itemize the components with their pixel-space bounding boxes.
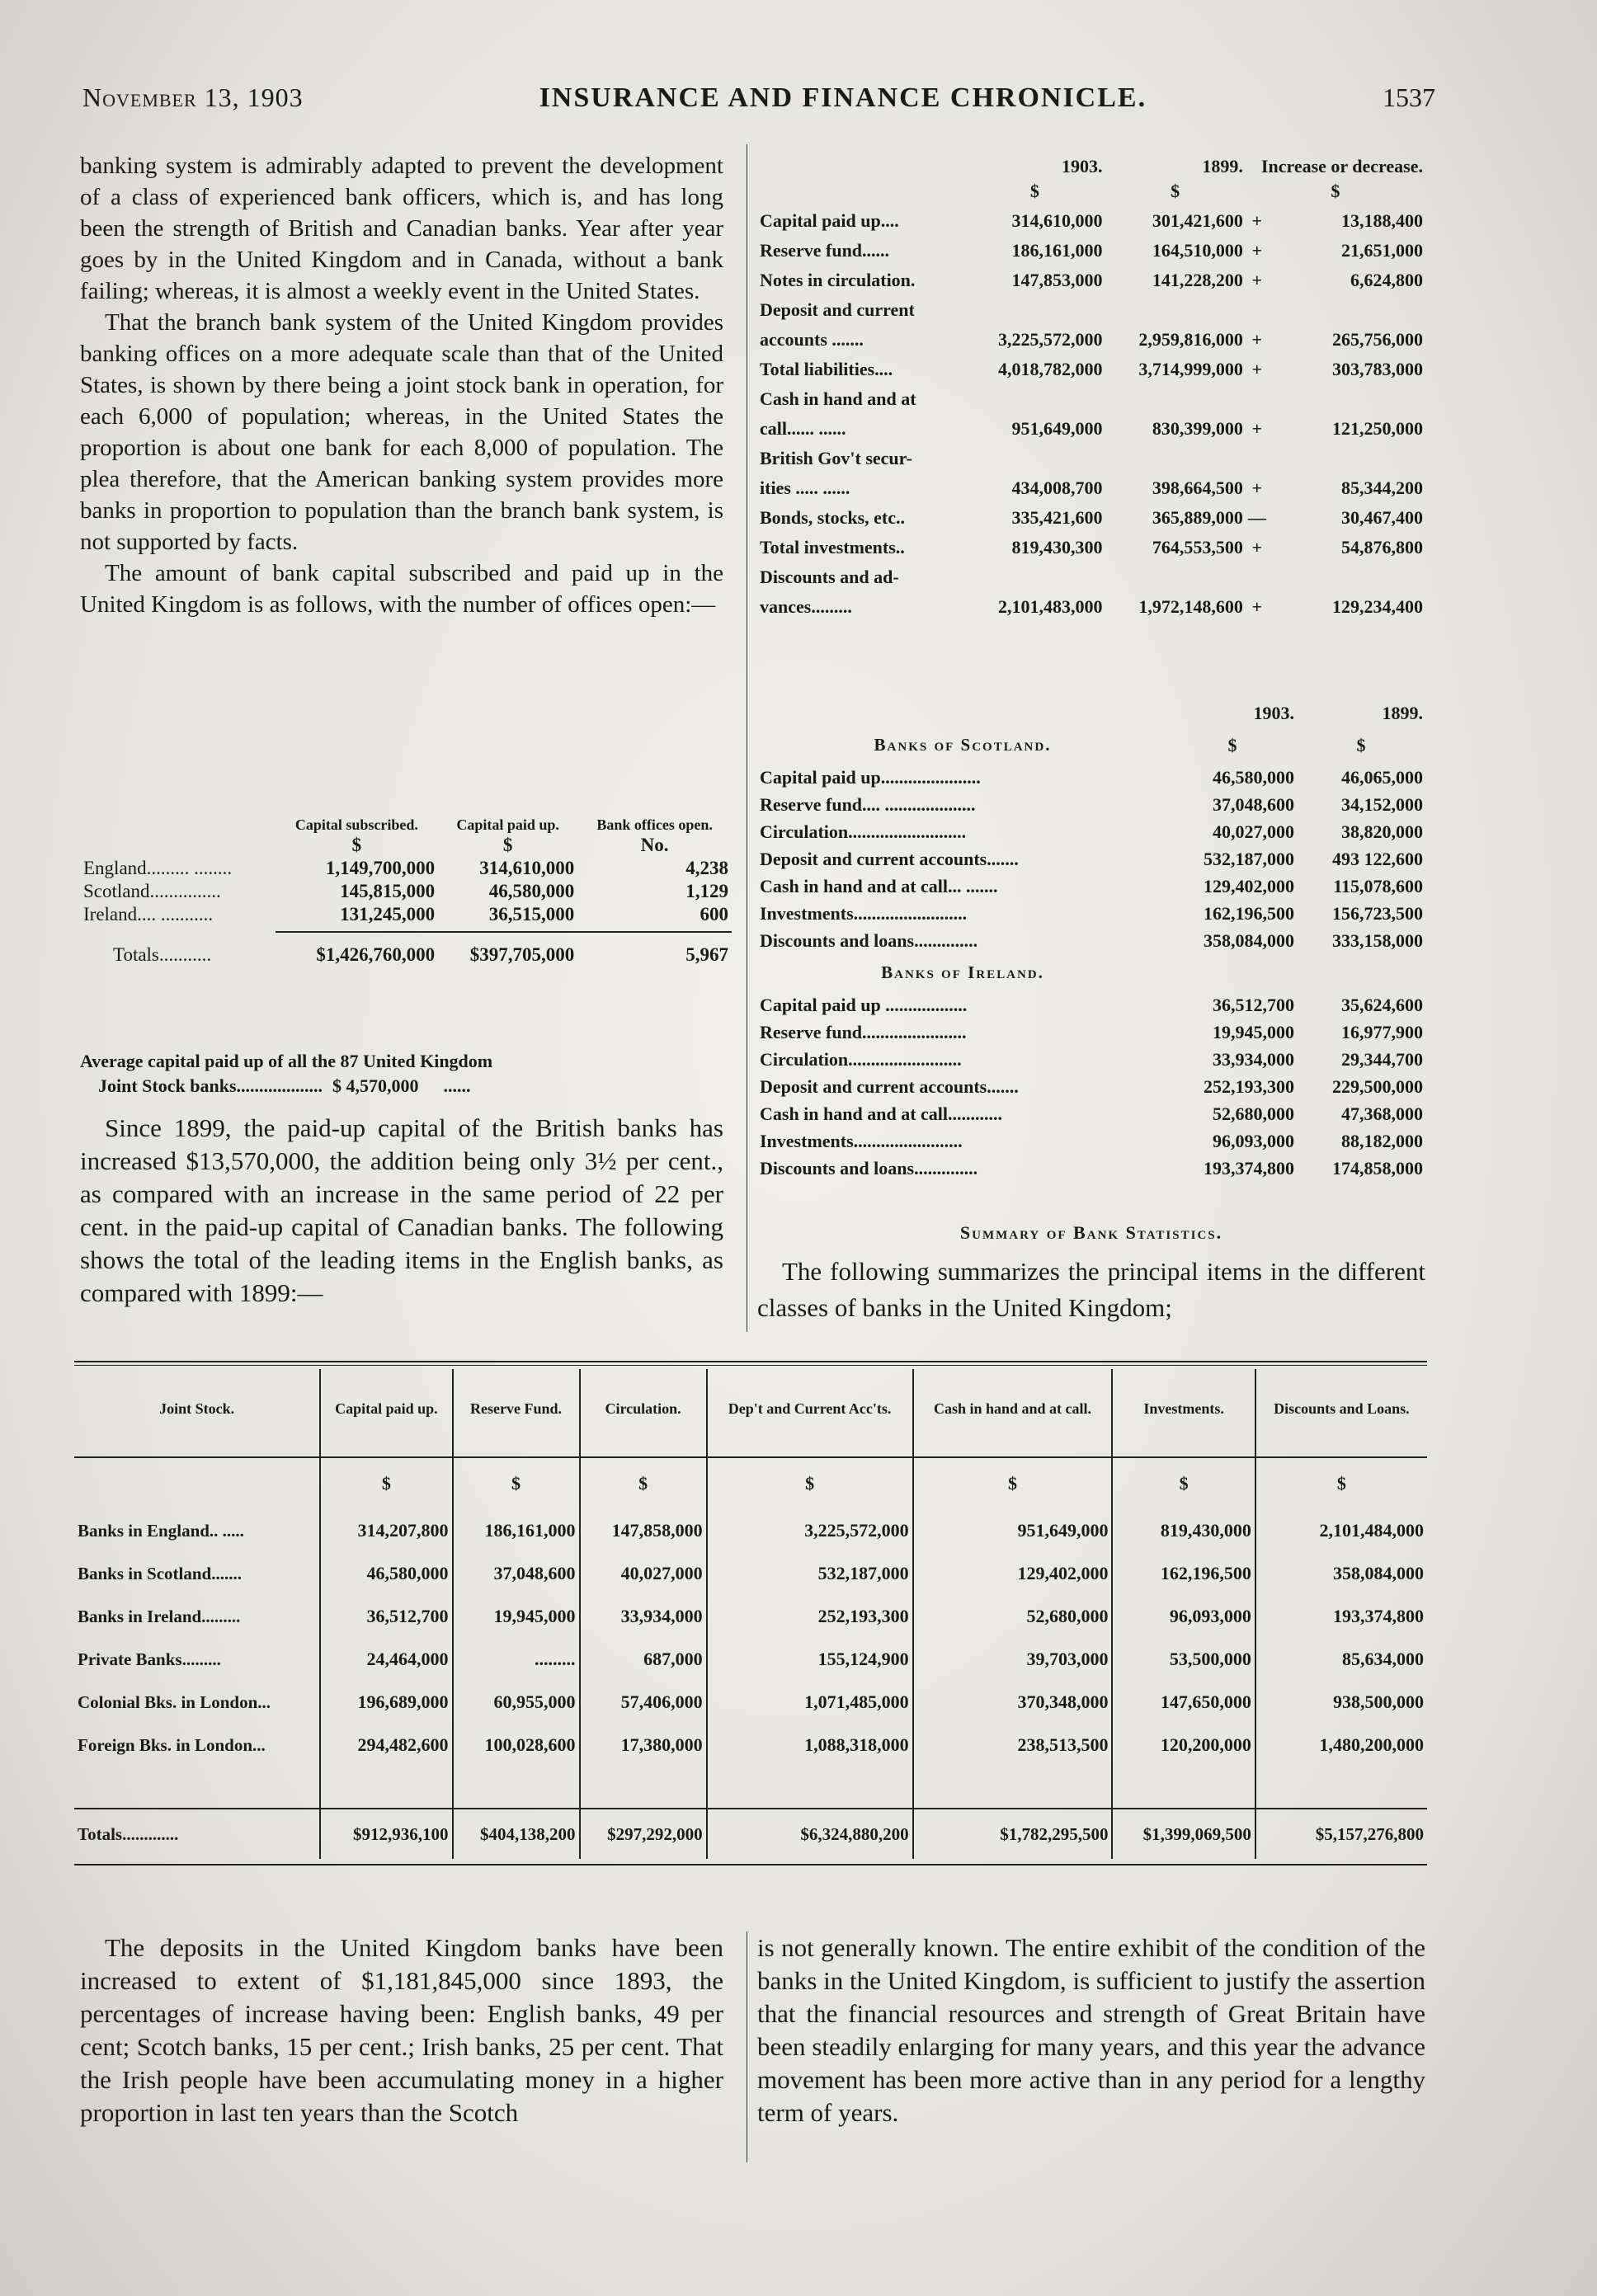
cell-1899: 164,510,000	[1152, 240, 1243, 261]
row-label: Deposit and current accounts.......	[760, 1076, 1019, 1097]
cell-change	[1269, 562, 1425, 592]
average-label: Joint Stock banks	[98, 1075, 237, 1096]
cell-1903	[964, 295, 1105, 325]
cell: 1,480,200,000	[1255, 1724, 1427, 1767]
cell-1899: 2,959,816,000	[1138, 329, 1243, 350]
change-sign: —	[1247, 507, 1266, 528]
row-label: British Gov't secur-	[760, 448, 912, 468]
unit-cell: $	[913, 1457, 1113, 1509]
table-header: Increase or decrease.	[1260, 156, 1423, 176]
table-row	[757, 1046, 1425, 1073]
cell: 5,967	[685, 944, 728, 965]
change-sign: +	[1251, 478, 1263, 498]
cell-1899: 830,399,000	[1152, 418, 1243, 439]
unit-cell: $	[1227, 735, 1237, 755]
cell-1899: 1,972,148,600	[1138, 596, 1243, 617]
cell-1903: 36,512,700	[1213, 995, 1294, 1015]
cell: 314,610,000	[479, 858, 575, 878]
cell: 46,580,000	[488, 881, 575, 901]
cell-1899: 398,664,500	[1152, 478, 1243, 498]
cell-change: 129,234,400	[1332, 596, 1423, 617]
unit-cell: $	[1171, 181, 1180, 201]
table-row	[757, 873, 1425, 900]
table-header: Dep't and Current Acc'ts.	[707, 1369, 913, 1448]
scotland-banks-section	[757, 699, 1425, 1182]
unit-cell: $	[453, 1457, 580, 1509]
cell: 53,500,000	[1112, 1638, 1255, 1681]
cell-change: 303,783,000	[1332, 359, 1423, 379]
section-heading: Banks of Ireland.	[881, 962, 1044, 982]
table-row	[757, 444, 1425, 473]
cell: 52,680,000	[913, 1595, 1113, 1638]
cell-change	[1269, 295, 1425, 325]
row-label: Deposit and current accounts.......	[760, 849, 1019, 869]
row-label: England......... ........	[83, 858, 233, 878]
row-label: Scotland...............	[83, 881, 221, 901]
paragraph: banking system is admirably adapted to prevent the development of a class of experienced bank officers, which is, and has long been the strength of British and Canadian banks. Year after year goes by in the United Kingdom and in Canada, without a bank failing; whereas, it is almost a weekly event in the United States.	[80, 153, 723, 304]
table-row	[757, 1127, 1425, 1155]
cell-1903: 46,580,000	[1213, 767, 1294, 788]
cell: 147,650,000	[1112, 1681, 1255, 1724]
row-label: Bonds, stocks, etc..	[760, 507, 906, 528]
average-value: $ 4,570,000	[332, 1075, 419, 1096]
row-label: Discounts and loans..............	[760, 1158, 978, 1179]
row-label: Foreign Bks. in London...	[78, 1734, 266, 1755]
cell-1903: 4,018,782,000	[998, 359, 1103, 379]
year-header: 1899.	[1382, 703, 1423, 723]
totals-row	[80, 932, 732, 967]
unit-cell: $	[707, 1457, 913, 1509]
cell: 145,815,000	[340, 881, 436, 901]
change-sign	[1246, 295, 1269, 325]
row-label: Cash in hand and at call............	[760, 1103, 1003, 1124]
cell: 1,129	[685, 881, 728, 901]
cell-1903: 434,008,700	[1011, 478, 1103, 498]
header-date: November 13, 1903	[82, 82, 304, 112]
unit-cell: $	[1029, 181, 1039, 201]
row-label: Reserve fund......	[760, 240, 890, 261]
cell-1899: 38,820,000	[1341, 821, 1423, 842]
cell: 294,482,600	[320, 1724, 452, 1767]
paragraph: is not generally known. The entire exhibit of the condition of the banks in the United Kingdom, is sufficient to justify the assertion that the financial resources and strength of Great Britain have been steadily enlarging for many years, and this year the advance movement has been more active than in any period for a lengthy term of years.	[757, 1933, 1425, 2127]
row-label: Notes in circulation.	[760, 270, 916, 290]
row-label: Total investments..	[760, 537, 905, 558]
cell: 85,634,000	[1255, 1638, 1427, 1681]
table-row	[757, 1073, 1425, 1100]
table-row	[757, 473, 1425, 503]
table-row	[74, 1552, 1427, 1595]
cell-1899: 301,421,600	[1152, 210, 1243, 231]
cell-1899	[1105, 295, 1246, 325]
row-label: Investments.........................	[760, 903, 968, 924]
table-row	[757, 592, 1425, 622]
row-label: Private Banks.........	[78, 1649, 221, 1669]
table-header: Capital paid up.	[320, 1369, 452, 1448]
change-sign: +	[1251, 418, 1263, 439]
cell: 370,348,000	[913, 1681, 1113, 1724]
year-header: 1903.	[1253, 703, 1294, 723]
cell: 36,515,000	[488, 904, 575, 925]
cell-1899: 229,500,000	[1332, 1076, 1423, 1097]
row-label: Total liabilities....	[760, 359, 893, 379]
row-label: Circulation.........................	[760, 1049, 962, 1070]
cell: 314,207,800	[320, 1509, 452, 1552]
row-label: Capital paid up......................	[760, 767, 981, 788]
cell-1903: 193,374,800	[1204, 1158, 1294, 1179]
cell: 358,084,000	[1255, 1552, 1427, 1595]
unit-cell	[74, 1457, 320, 1509]
cell-1903: 52,680,000	[1213, 1103, 1294, 1124]
table-row	[757, 384, 1425, 414]
paragraph: Since 1899, the paid-up capital of the British banks has increased $13,570,000, the addition being only 3½ per cent., as compared with an increase in the same period of 22 per cent. in the paid-up capital of Canadian banks. The following shows the total of the leading items in the English banks, as compared with 1899:—	[80, 1113, 723, 1307]
cell: 36,512,700	[320, 1595, 452, 1638]
cell: 96,093,000	[1112, 1595, 1255, 1638]
cell: 33,934,000	[580, 1595, 707, 1638]
cell: 3,225,572,000	[707, 1509, 913, 1552]
cell-1899: 34,152,000	[1341, 794, 1423, 815]
table-row	[74, 1509, 1427, 1552]
table-row	[80, 880, 732, 903]
cell-change: 85,344,200	[1341, 478, 1423, 498]
change-sign: +	[1251, 270, 1263, 290]
cell-change: 21,651,000	[1341, 240, 1423, 261]
cell: 19,945,000	[453, 1595, 580, 1638]
change-sign: +	[1251, 359, 1263, 379]
average-capital-note: Average capital paid up of all the 87 United Kingdom Joint Stock banks ................... $ 4,570,000 ......	[80, 1049, 732, 1099]
cell-change: 265,756,000	[1332, 329, 1423, 350]
cell: 938,500,000	[1255, 1681, 1427, 1724]
cell-1899	[1105, 444, 1246, 473]
cell-1903: 314,610,000	[1011, 210, 1103, 231]
cell: $397,705,000	[469, 944, 575, 965]
cell: 1,088,318,000	[707, 1724, 913, 1767]
table-header: Capital paid up.	[456, 816, 559, 833]
cell: $6,324,880,200	[707, 1809, 913, 1859]
summary-heading: Summary of Bank Statistics.	[959, 1222, 1223, 1243]
cell-1903: 3,225,572,000	[998, 329, 1103, 350]
table-row	[757, 900, 1425, 927]
row-label: ities ..... ......	[760, 478, 850, 498]
cell-1903: 532,187,000	[1204, 849, 1294, 869]
cell: 131,245,000	[340, 904, 436, 925]
cell-change	[1269, 384, 1425, 414]
table-row	[757, 206, 1425, 236]
unit-cell: $	[320, 1457, 452, 1509]
cell: 2,101,484,000	[1255, 1509, 1427, 1552]
cell: 129,402,000	[913, 1552, 1113, 1595]
cell: 100,028,600	[453, 1724, 580, 1767]
cell-1899	[1105, 384, 1246, 414]
cell-change	[1269, 444, 1425, 473]
cell: 4,238	[685, 858, 728, 878]
change-sign	[1246, 444, 1269, 473]
paragraph: The following summarizes the principal items in the different classes of banks in the United Kingdom;	[757, 1257, 1425, 1322]
cell-1903: 37,048,600	[1213, 794, 1294, 815]
totals-row	[74, 1809, 1427, 1859]
cell-change: 6,624,800	[1350, 270, 1423, 290]
unit-cell: $	[1356, 735, 1366, 755]
cell: 162,196,500	[1112, 1552, 1255, 1595]
table-row	[757, 845, 1425, 873]
spacer-row	[74, 1767, 1427, 1809]
row-label: Cash in hand and at call... .......	[760, 876, 998, 896]
row-label: Banks in Ireland.........	[78, 1606, 241, 1626]
cell: 57,406,000	[580, 1681, 707, 1724]
cell-1903: 162,196,500	[1204, 903, 1294, 924]
cell-1903: 19,945,000	[1213, 1022, 1294, 1042]
cell-1903: 335,421,600	[1011, 507, 1103, 528]
table-row	[757, 991, 1425, 1019]
cell: 1,071,485,000	[707, 1681, 913, 1724]
cell-1899: 29,344,700	[1341, 1049, 1423, 1070]
cell: 39,703,000	[913, 1638, 1113, 1681]
table-row	[757, 764, 1425, 791]
row-label: Cash in hand and at	[760, 388, 916, 409]
unit-cell: $	[351, 835, 362, 855]
cell: .........	[453, 1638, 580, 1681]
table-header: Cash in hand and at call.	[913, 1369, 1113, 1448]
table-row	[757, 355, 1425, 384]
header-title: INSURANCE AND FINANCE CHRONICLE.	[539, 82, 1147, 113]
cell: 186,161,000	[453, 1509, 580, 1552]
table-row	[757, 1100, 1425, 1127]
table-row	[74, 1638, 1427, 1681]
row-label: Capital paid up....	[760, 210, 899, 231]
cell-1899: 46,065,000	[1341, 767, 1423, 788]
unit-cell: $	[580, 1457, 707, 1509]
cell-1899: 365,889,000	[1152, 507, 1243, 528]
left-column-text	[80, 150, 723, 620]
row-label: Circulation..........................	[760, 821, 967, 842]
table-header: Circulation.	[580, 1369, 707, 1448]
cell: 193,374,800	[1255, 1595, 1427, 1638]
cell-1903: 2,101,483,000	[998, 596, 1103, 617]
paragraph: The deposits in the United Kingdom banks have been increased to extent of $1,181,845,000 since 1893, the percentages of increase having been: English banks, 49 per cent; Scotch banks, 15 per cent.; Irish banks, 25 per cent. That the Irish people have been accumulating money in a higher proportion in last ten years than the Scotch	[80, 1933, 723, 2127]
row-label: Reserve fund.......................	[760, 1022, 967, 1042]
table-row	[757, 1019, 1425, 1046]
row-label: Discounts and ad-	[760, 567, 899, 587]
row-label: Colonial Bks. in London...	[78, 1691, 271, 1712]
cell: $404,138,200	[453, 1809, 580, 1859]
cell-1903	[964, 562, 1105, 592]
row-label: Totals...........	[113, 943, 212, 965]
cell-change: 13,188,400	[1341, 210, 1423, 231]
change-sign: +	[1251, 596, 1263, 617]
unit-cell: $	[1331, 181, 1340, 201]
table-row	[74, 1595, 1427, 1638]
row-label: Investments........................	[760, 1131, 963, 1151]
cell: 600	[700, 904, 728, 925]
row-label: call...... ......	[760, 418, 846, 439]
page-number: 1537	[1383, 82, 1435, 112]
cell-1903: 819,430,300	[1011, 537, 1103, 558]
right-column-text-bottom	[757, 1931, 1425, 2129]
table-row	[757, 236, 1425, 266]
table-header: Reserve Fund.	[453, 1369, 580, 1448]
table-row	[757, 927, 1425, 954]
table-row	[757, 503, 1425, 533]
cell: 687,000	[580, 1638, 707, 1681]
cell: 238,513,500	[913, 1724, 1113, 1767]
cell: 951,649,000	[913, 1509, 1113, 1552]
table-header	[757, 157, 964, 176]
table-row	[757, 414, 1425, 444]
table-row	[757, 266, 1425, 295]
cell: 60,955,000	[453, 1681, 580, 1724]
cell-1899: 333,158,000	[1332, 930, 1423, 951]
cell-change: 54,876,800	[1341, 537, 1423, 558]
table-row	[757, 818, 1425, 845]
change-sign: +	[1251, 210, 1263, 231]
table-row	[757, 295, 1425, 325]
cell-change: 30,467,400	[1341, 507, 1423, 528]
cell: 1,149,700,000	[325, 858, 436, 878]
table-row	[74, 1724, 1427, 1767]
row-label: Totals.............	[74, 1809, 320, 1859]
cell-1899: 493 122,600	[1332, 849, 1423, 869]
cell-change: 121,250,000	[1332, 418, 1423, 439]
table-header: 1903.	[1062, 156, 1103, 176]
row-label: Banks in Scotland.......	[78, 1563, 242, 1583]
cell-1903: 186,161,000	[1011, 240, 1103, 261]
table-header: 1899.	[1202, 156, 1243, 176]
paragraph: The amount of bank capital subscribed and paid up in the United Kingdom is as follows, with the number of offices open:—	[80, 560, 723, 618]
table-header: Bank offices open.	[596, 816, 713, 833]
table-row	[757, 325, 1425, 355]
cell-1903: 33,934,000	[1213, 1049, 1294, 1070]
cell-1903: 358,084,000	[1204, 930, 1294, 951]
row-label: vances.........	[760, 596, 852, 617]
change-sign: +	[1251, 537, 1263, 558]
cell-1903: 129,402,000	[1204, 876, 1294, 896]
table-row	[74, 1681, 1427, 1724]
cell-1903	[964, 444, 1105, 473]
english-banks-table	[757, 157, 1425, 622]
cell-1899: 35,624,600	[1341, 995, 1423, 1015]
cell: 196,689,000	[320, 1681, 452, 1724]
cell-1899: 764,553,500	[1152, 537, 1243, 558]
summary-table	[74, 1361, 1427, 1867]
unit-cell	[80, 834, 276, 857]
cell: 155,124,900	[707, 1638, 913, 1681]
table-header: Discounts and Loans.	[1255, 1369, 1427, 1448]
section-heading-row	[757, 954, 1425, 991]
cell-1899: 3,714,999,000	[1138, 359, 1243, 379]
cell: 252,193,300	[707, 1595, 913, 1638]
cell-1903	[964, 384, 1105, 414]
row-label: Ireland.... ...........	[83, 904, 214, 925]
cell: $912,936,100	[320, 1809, 452, 1859]
table-row	[757, 533, 1425, 562]
cell-1899: 174,858,000	[1332, 1158, 1423, 1179]
cell: $1,782,295,500	[913, 1809, 1113, 1859]
table-header	[80, 816, 276, 834]
cell-1903: 40,027,000	[1213, 821, 1294, 842]
cell: 46,580,000	[320, 1552, 452, 1595]
cell: 24,464,000	[320, 1638, 452, 1681]
table-header: Investments.	[1112, 1369, 1255, 1448]
left-column-text-mid	[80, 1112, 723, 1310]
unit-cell: $	[1255, 1457, 1427, 1509]
table-header: Capital subscribed.	[294, 816, 418, 833]
cell-1899: 47,368,000	[1341, 1103, 1423, 1124]
capital-table	[80, 816, 732, 967]
unit-cell: $	[1112, 1457, 1255, 1509]
cell-1899: 156,723,500	[1332, 903, 1423, 924]
right-column-text-mid	[757, 1254, 1425, 1326]
cell: $297,292,000	[580, 1809, 707, 1859]
cell-1899	[1105, 562, 1246, 592]
cell-1903: 951,649,000	[1011, 418, 1103, 439]
unit-cell: $	[502, 835, 513, 855]
section-heading: Banks of Scotland.	[874, 735, 1052, 755]
change-sign: +	[1251, 240, 1263, 261]
cell-1899: 141,228,200	[1152, 270, 1243, 290]
cell-1899: 115,078,600	[1333, 876, 1423, 896]
cell-1899: 16,977,900	[1341, 1022, 1423, 1042]
left-column-text-bottom	[80, 1931, 723, 2129]
table-row	[757, 562, 1425, 592]
cell: 532,187,000	[707, 1552, 913, 1595]
table-header: Joint Stock.	[159, 1400, 235, 1417]
change-sign: +	[1251, 329, 1263, 350]
unit-cell: No.	[640, 835, 669, 855]
row-label: Discounts and loans..............	[760, 930, 978, 951]
change-sign	[1246, 384, 1269, 414]
cell: 147,858,000	[580, 1509, 707, 1552]
cell: $5,157,276,800	[1255, 1809, 1427, 1859]
cell: 37,048,600	[453, 1552, 580, 1595]
cell-1903: 252,193,300	[1204, 1076, 1294, 1097]
table-row	[757, 791, 1425, 818]
row-label: accounts .......	[760, 329, 864, 350]
row-label: Capital paid up ..................	[760, 995, 968, 1015]
cell-1899: 88,182,000	[1341, 1131, 1423, 1151]
change-sign	[1246, 562, 1269, 592]
row-label: Deposit and current	[760, 299, 915, 320]
cell: 120,200,000	[1112, 1724, 1255, 1767]
cell: $1,426,760,000	[316, 944, 436, 965]
average-line: Average capital paid up of all the 87 United Kingdom	[80, 1051, 493, 1071]
table-row	[80, 903, 732, 926]
cell-1903: 147,853,000	[1011, 270, 1103, 290]
unit-cell	[757, 176, 964, 206]
cell: 819,430,000	[1112, 1509, 1255, 1552]
table-row	[80, 857, 732, 880]
table-row	[757, 1155, 1425, 1182]
cell-1903: 96,093,000	[1213, 1131, 1294, 1151]
cell: 17,380,000	[580, 1724, 707, 1767]
row-label: Reserve fund.... ....................	[760, 794, 976, 815]
row-label: Banks in England.. .....	[78, 1520, 244, 1541]
cell: $1,399,069,500	[1112, 1809, 1255, 1859]
page-header	[82, 82, 1435, 124]
paragraph: That the branch bank system of the United Kingdom provides banking offices on a more adequate scale than that of the United States, is shown by there being a joint stock bank in operation, for each 6,000 of population; whereas, in the United States the proportion is about one bank for each 8,000 of population. The plea therefore, that the American banking system provides more banks in proportion to population than the branch bank system, is not supported by facts.	[80, 309, 723, 555]
cell: 40,027,000	[580, 1552, 707, 1595]
